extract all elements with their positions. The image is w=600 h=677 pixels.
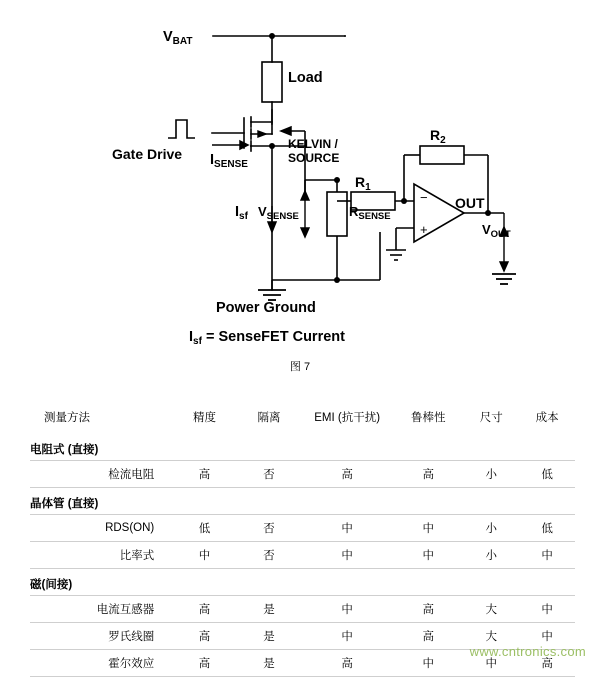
label-isense: $I_{SENSE}$ — [210, 152, 248, 170]
cell-accuracy: 高 — [172, 623, 237, 650]
label-out: OUT — [455, 195, 485, 211]
label-kelvin-line1: KELVIN / — [288, 137, 338, 151]
cell-method: 霍尔效应 — [30, 650, 172, 677]
cell-robustness: 高 — [393, 623, 463, 650]
table-group-row — [30, 434, 575, 461]
group-label: 晶体管 (直接) — [30, 498, 99, 510]
cell-emi: 中 — [301, 596, 393, 623]
cell-cost: 低 — [519, 461, 575, 488]
cell-emi: 中 — [301, 623, 393, 650]
header-robustness: 鲁棒性 — [410, 412, 446, 424]
cell-size: 小 — [463, 515, 519, 542]
label-vout: $V_{OUT}$ — [482, 222, 511, 240]
table-group-row — [30, 488, 575, 515]
cell-isolation: 是 — [237, 623, 302, 650]
cell-emi: 高 — [301, 461, 393, 488]
cell-size: 小 — [463, 542, 519, 569]
header-accuracy: 精度 — [193, 412, 217, 424]
table-row — [30, 542, 575, 569]
label-vbat: $V_{BAT}$ — [163, 29, 193, 47]
header-cost: 成本 — [535, 412, 559, 424]
cell-size: 大 — [463, 596, 519, 623]
header-size: 尺寸 — [479, 412, 503, 424]
table-group-row — [30, 569, 575, 596]
cell-emi: 中 — [301, 515, 393, 542]
table-header-row — [30, 404, 575, 434]
cell-size: 小 — [463, 461, 519, 488]
cell-isolation: 是 — [237, 596, 302, 623]
cell-size: 大 — [463, 623, 519, 650]
cell-accuracy: 高 — [172, 461, 237, 488]
cell-accuracy: 低 — [172, 515, 237, 542]
label-equation: $I_{sf}$ = SenseFET Current — [189, 329, 345, 347]
figure-caption: 图 7 — [289, 361, 311, 373]
label-kelvin-line2: SOURCE — [288, 151, 340, 165]
group-label: 电阻式 (直接) — [30, 444, 99, 456]
cell-cost: 中 — [519, 596, 575, 623]
label-opamp-inverting: − — [420, 190, 428, 205]
label-load: Load — [288, 70, 323, 86]
cell-accuracy: 高 — [172, 596, 237, 623]
cell-cost: 低 — [519, 515, 575, 542]
cell-isolation: 否 — [237, 542, 302, 569]
label-vsense: $V_{SENSE}$ — [258, 204, 299, 222]
cell-cost: 中 — [519, 623, 575, 650]
cell-method: 比率式 — [30, 542, 172, 569]
label-gate-drive: Gate Drive — [112, 146, 183, 162]
header-isolation: 隔离 — [257, 412, 281, 424]
header-method: 测量方法 — [44, 412, 90, 424]
table-row — [30, 596, 575, 623]
cell-method: 检流电阻 — [30, 461, 172, 488]
cell-cost: 中 — [519, 542, 575, 569]
cell-method: RDS(ON) — [30, 515, 172, 542]
cell-cost: 高 — [519, 650, 575, 677]
cell-size: 中 — [463, 650, 519, 677]
cell-accuracy: 中 — [172, 542, 237, 569]
cell-accuracy: 高 — [172, 650, 237, 677]
table-row — [30, 461, 575, 488]
cell-emi: 中 — [301, 542, 393, 569]
cell-emi: 高 — [301, 650, 393, 677]
cell-robustness: 高 — [393, 596, 463, 623]
table-row — [30, 515, 575, 542]
cell-isolation: 否 — [237, 515, 302, 542]
watermark: www.cntronics.com — [469, 644, 586, 659]
cell-robustness: 中 — [393, 542, 463, 569]
label-opamp-noninverting: + — [420, 222, 428, 237]
cell-method: 罗氏线圈 — [30, 623, 172, 650]
cell-robustness: 高 — [393, 461, 463, 488]
label-isf: $I_{sf}$ — [235, 204, 248, 222]
label-r1: $R_1$ — [355, 174, 371, 193]
cell-robustness: 中 — [393, 515, 463, 542]
group-label: 磁(间接) — [30, 579, 73, 591]
label-power-ground: Power Ground — [216, 300, 316, 316]
cell-isolation: 是 — [237, 650, 302, 677]
label-r2: $R_2$ — [430, 127, 446, 146]
comparison-table — [30, 404, 575, 677]
header-emi: EMI (抗干扰) — [314, 412, 381, 424]
cell-isolation: 否 — [237, 461, 302, 488]
cell-method: 电流互感器 — [30, 596, 172, 623]
comparison-table-wrapper — [30, 404, 575, 677]
label-rsense: $R_{SENSE}$ — [349, 204, 391, 222]
cell-robustness: 中 — [393, 650, 463, 677]
